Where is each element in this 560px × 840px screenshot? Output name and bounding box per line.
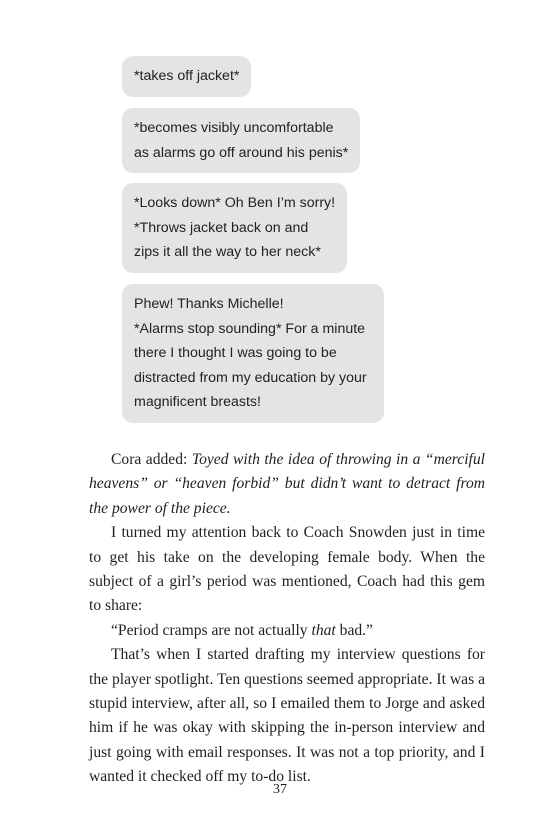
chat-line: *Alarms stop sounding* For a minute (134, 320, 366, 337)
chat-line: distracted from my education by your (134, 369, 367, 386)
italic-note: Toyed with the idea of throwing in a “merciful heavens” or “heaven forbid” but didn’t want to detract from the power of the piece. (89, 451, 485, 517)
chat-line: there I thought I was going to be (134, 345, 337, 361)
chat-line: *Looks down* Oh Ben I’m sorry! (134, 195, 336, 211)
chat-bubble (122, 183, 347, 273)
paragraph: I turned my attention back to Coach Snowden just in time to get his take on the developing female body. When the subject of a girl’s period was mentioned, Coach had this gem to share: (89, 524, 485, 615)
body-text (89, 448, 485, 790)
chat-bubble (122, 56, 251, 97)
chat-line: *becomes visibly uncomfortable (134, 120, 334, 136)
paragraph (89, 448, 485, 521)
quote-start: “Period cramps are not actually (111, 621, 312, 639)
paragraph: That’s when I started drafting my interview questions for the player spotlight. Ten questions seemed appropriate. It was a stupid interview, after all, so I emailed them to Jorge and asked him if he was okay with skipping the in-person interview and just going with email responses. It was not a top priority, and I wanted it checked off my to-do list. (89, 646, 485, 786)
chat-line: zips it all the way to her neck* (134, 244, 321, 260)
page-number: 37 (273, 782, 287, 797)
chat-bubble (122, 108, 360, 173)
chat-line: magnificent breasts! (134, 394, 261, 410)
chat-line: *takes off jacket* (134, 68, 240, 84)
paragraph (89, 619, 485, 643)
chat-bubble (122, 284, 384, 423)
quote-end: bad.” (335, 621, 373, 639)
chat-line: Phew! Thanks Michelle! (134, 296, 284, 312)
chat-line: as alarms go off around his penis* (134, 144, 349, 161)
chat-line: *Throws jacket back on and (134, 219, 309, 236)
paragraph-lead: Cora added: (111, 451, 192, 468)
quote-emphasis: that (311, 621, 336, 639)
